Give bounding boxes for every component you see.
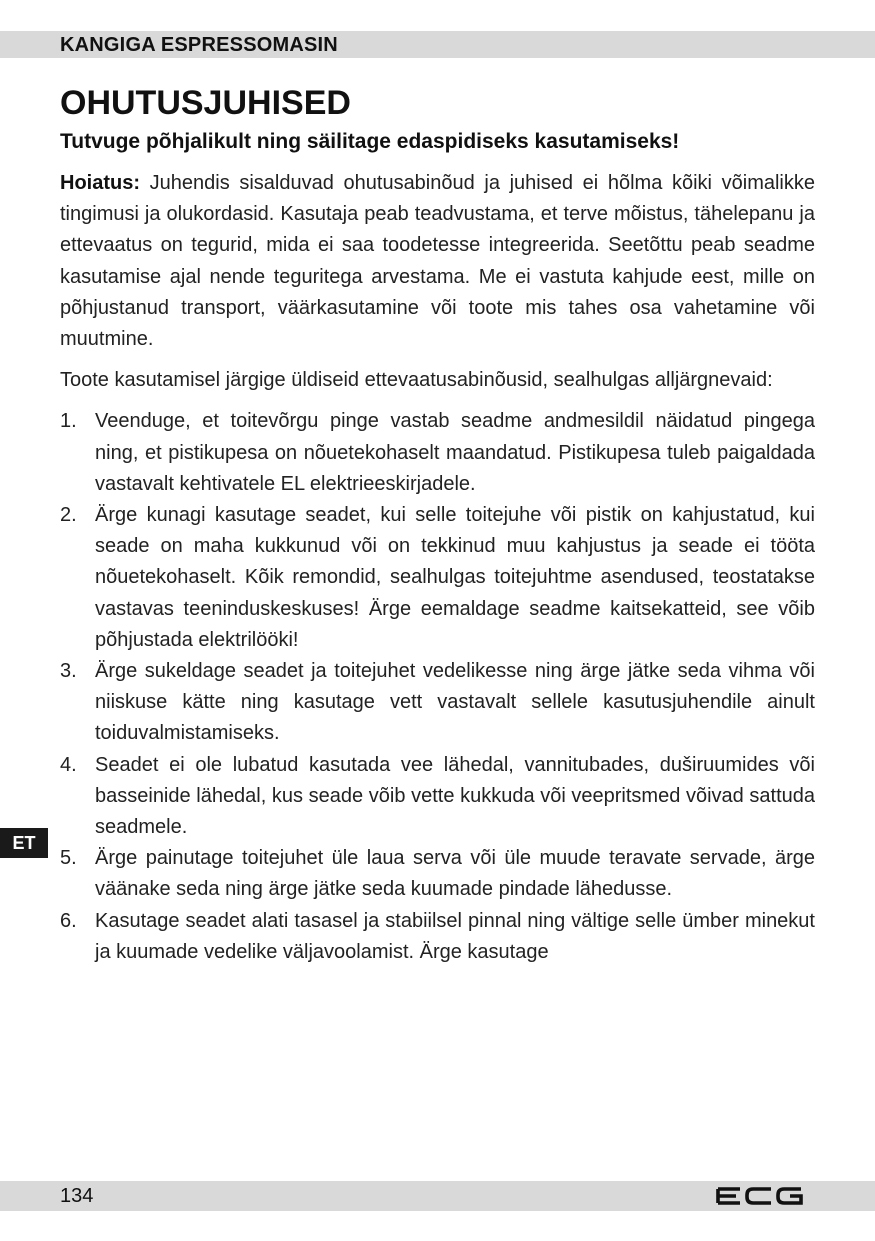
page-title: OHUTUSJUHISED	[60, 84, 351, 122]
list-number: 1.	[60, 410, 77, 433]
list-item	[60, 843, 815, 905]
list-item	[60, 750, 815, 844]
header-bar	[0, 31, 875, 58]
list-item	[60, 406, 815, 500]
list-text: Ärge kunagi kasutage seadet, kui selle toitejuhe või pistik on kahjustatud, kui seade on maha kukkunud või on tekkinud muu kahjustus ja seade ei tööta nõuetekohaselt. Kõik remondid, sealhulgas toitejuhtme asendused, teostatakse vastavas teeninduskeskuses! Ärge eemaldage seadme kaitsekatteid, see võib põhjustada elektrilööki!	[95, 504, 815, 651]
list-item	[60, 906, 815, 968]
page-number: 134	[60, 1185, 94, 1207]
warning-label: Hoiatus:	[60, 172, 140, 194]
list-number: 6.	[60, 909, 77, 932]
list-number: 5.	[60, 847, 77, 870]
warning-paragraph	[60, 168, 815, 355]
logo-letter-c	[747, 1189, 771, 1203]
list-item	[60, 656, 815, 750]
list-text: Ärge painutage toitejuhet üle laua serva või üle muude teravate servade, ärge väänake seda ning ärge jätke seda kuumade pindade lähedusse.	[95, 847, 815, 901]
language-tab: ET	[0, 828, 48, 858]
page-subtitle: Tutvuge põhjalikult ning säilitage edaspidiseks kasutamiseks!	[60, 130, 680, 153]
list-text: Veenduge, et toitevõrgu pinge vastab seadme andmesildil näidatud pingega ning, et pistikupesa on nõuetekohaselt maandatud. Pistikupesa tuleb paigaldada vastavalt kehtivatele EL elektrieeskirjadele.	[95, 410, 815, 495]
list-number: 4.	[60, 753, 77, 776]
ecg-logo	[716, 1186, 804, 1206]
list-text: Seadet ei ole lubatud kasutada vee lähedal, vannitubades, duširuumides või basseinide lähedal, kus seade võib vette kukkuda või veepritsmed võivad sattuda seadmele.	[95, 753, 815, 839]
list-number: 2.	[60, 504, 77, 527]
header-title: KANGIGA ESPRESSOMASIN	[60, 34, 338, 56]
logo-letter-g	[778, 1189, 801, 1203]
warning-text: Juhendis sisalduvad ohutusabinõud ja juhised ei hõlma kõiki võimalikke tingimusi ja olukordasid. Kasutaja peab teadvustama, et terve mõistus, tähelepanu ja ettevaatus on tegurid, mida ei saa toodetesse integreerida. Seetõttu peab seadme kasutamise ajal nende teguritega arvestama. Me ei vastuta kahjude eest, mille on põhjustanud transport, väärkasutamine või toote mis tahes osa vahetamine või muutmine.	[60, 172, 815, 351]
footer-bar	[0, 1181, 875, 1211]
main-content	[60, 80, 815, 968]
safety-list	[60, 406, 815, 968]
list-number: 3.	[60, 660, 77, 683]
intro-paragraph: Toote kasutamisel järgige üldiseid ettevaatusabinõusid, sealhulgas alljärgnevaid:	[60, 369, 773, 392]
list-text: Kasutage seadet alati tasasel ja stabiilsel pinnal ning vältige selle ümber minekut ja kuumade vedelike väljavoolamist. Ärge kasutage	[95, 909, 815, 963]
logo-letter-e	[718, 1189, 740, 1203]
list-item	[60, 500, 815, 656]
list-text: Ärge sukeldage seadet ja toitejuhet vedelikesse ning ärge jätke seda vihma või niiskuse kätte ning kasutage vett vastavalt sellele kasutusjuhendile ainult toiduvalmistamiseks.	[95, 660, 815, 745]
